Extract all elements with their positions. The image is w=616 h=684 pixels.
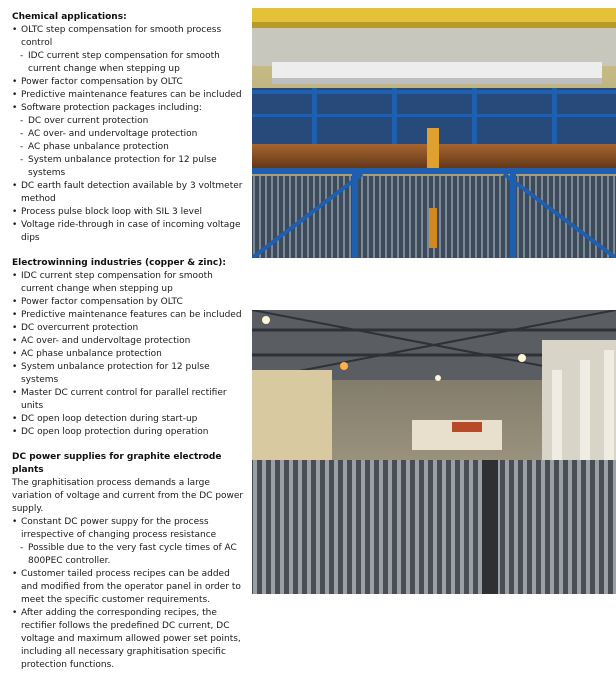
list-item: • Process pulse block loop with SIL 3 level xyxy=(12,206,244,219)
graphite-hall-illustration xyxy=(252,310,616,594)
section-chemical xyxy=(12,11,244,245)
text-column xyxy=(12,11,244,684)
list-item: • System unbalance protection for 12 pulse systems xyxy=(12,361,244,387)
list-item: • Master DC current control for parallel rectifier units xyxy=(12,387,244,413)
graphite-hall-photo xyxy=(252,310,616,594)
section-intro: The graphitisation process demands a large variation of voltage and current from the DC power supply. xyxy=(12,478,244,514)
list-item: • Power factor compensation by OLTC xyxy=(12,76,244,89)
list-subitem: - AC phase unbalance protection xyxy=(12,141,244,154)
list-item: • Customer tailed process recipes can be added and modified from the operator panel in order to meet the specific customer requirements. xyxy=(12,568,244,607)
section-graphite xyxy=(12,451,244,672)
list-subitem: - AC over- and undervoltage protection xyxy=(12,128,244,141)
list-item: • Constant DC power suppy for the process irrespective of changing process resistance xyxy=(12,516,244,542)
list-item: • Voltage ride-through in case of incoming voltage dips xyxy=(12,219,244,245)
chemical-plant-illustration xyxy=(252,8,616,258)
list-item: • DC open loop protection during operation xyxy=(12,426,244,439)
list-item: • OLTC step compensation for smooth process control xyxy=(12,24,244,50)
section-heading: Chemical applications: xyxy=(12,12,127,22)
list-item: • Power factor compensation by OLTC xyxy=(12,296,244,309)
section-heading: DC power supplies for graphite electrode plants xyxy=(12,452,222,475)
list-item: • AC phase unbalance protection xyxy=(12,348,244,361)
list-subitem: - DC over current protection xyxy=(12,115,244,128)
list-item: • IDC current step compensation for smooth current change when stepping up xyxy=(12,270,244,296)
list-item: • AC over- and undervoltage protection xyxy=(12,335,244,348)
list-item: • Predictive maintenance features can be included xyxy=(12,309,244,322)
feature-list xyxy=(12,24,244,245)
feature-list xyxy=(12,270,244,439)
list-item: • DC earth fault detection available by 3 voltmeter method xyxy=(12,180,244,206)
list-item: • Predictive maintenance features can be included xyxy=(12,89,244,102)
list-subitem: - Possible due to the very fast cycle times of AC 800PEC controller. xyxy=(12,542,244,568)
feature-list xyxy=(12,516,244,672)
list-subitem: - System unbalance protection for 12 pulse systems xyxy=(12,154,244,180)
list-item: • Software protection packages including: xyxy=(12,102,244,115)
chemical-plant-photo xyxy=(252,8,616,258)
list-item: • After adding the corresponding recipes, the rectifier follows the predefined DC current, DC voltage and maximum allowed power set points, including all necessary graphitisation specific protection functions. xyxy=(12,607,244,672)
list-subitem: - IDC current step compensation for smooth current change when stepping up xyxy=(12,50,244,76)
section-electrowinning xyxy=(12,257,244,439)
section-heading: Electrowinning industries (copper & zinc): xyxy=(12,258,226,268)
list-item: • DC overcurrent protection xyxy=(12,322,244,335)
list-item: • DC open loop detection during start-up xyxy=(12,413,244,426)
